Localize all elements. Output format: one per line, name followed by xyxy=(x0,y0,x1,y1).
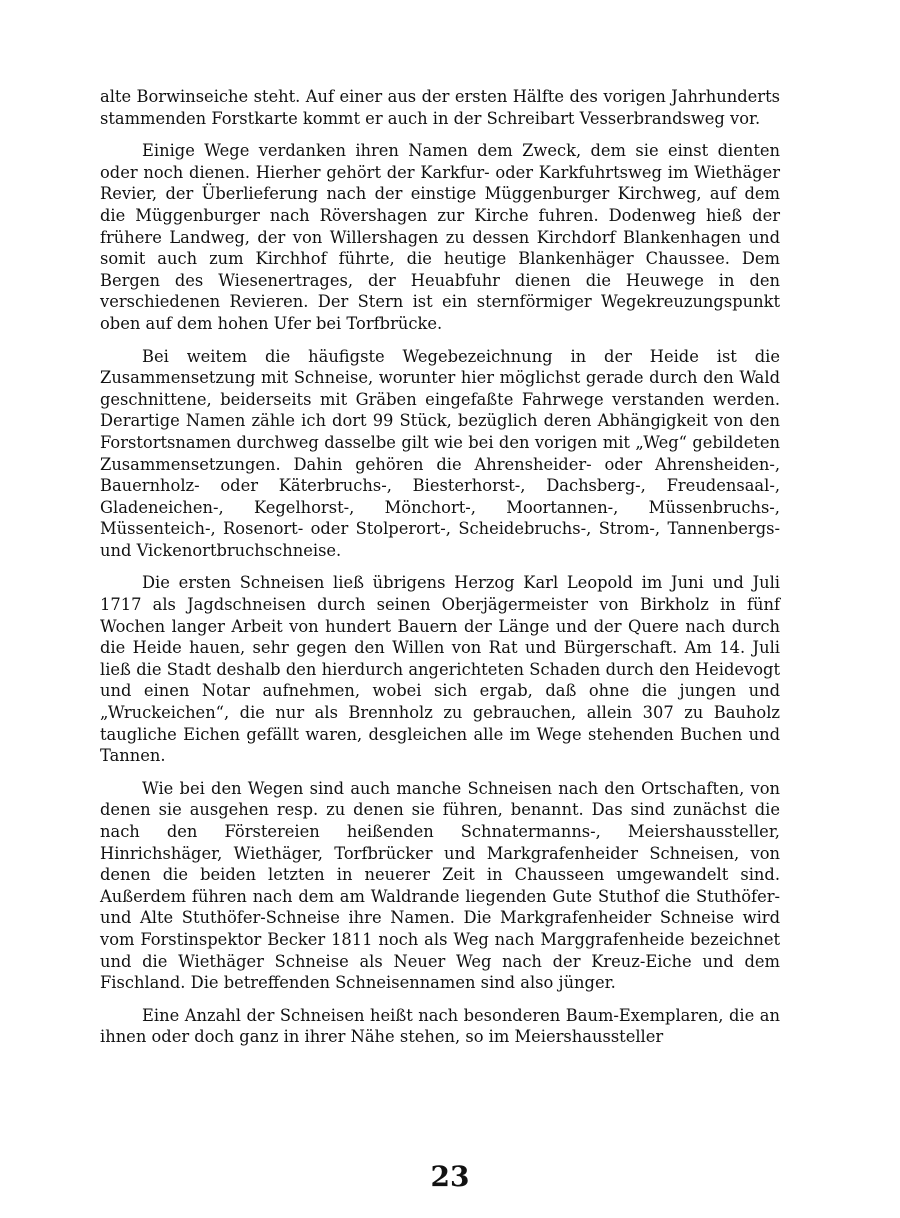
page-number: 23 xyxy=(430,1160,470,1193)
paragraph-2: Einige Wege verdanken ihren Namen dem Zweck, dem sie einst dienten oder noch dienen. Hierher gehört der Karkfur- oder Karkfuhrtsweg im Wiethäger Revier, der Überlieferung nach der einstige Müggenburger Kirchweg, auf dem die Müggenburger nach Rövershagen zur Kirche fuhren. Dodenweg hieß der frühere Landweg, der von Willershagen zu dessen Kirchdorf Blankenhagen und somit auch zum Kirchhof führte, die heutige Blankenhäger Chaussee. Dem Bergen des Wiesenertrages, der Heuabfuhr dienen die Heuwege in den verschiedenen Revieren. Der Stern ist ein sternförmiger Wegekreuzungspunkt oben auf dem hohen Ufer bei Torfbrücke. xyxy=(100,141,780,333)
paragraph-4: Die ersten Schneisen ließ übrigens Herzog Karl Leopold im Juni und Juli 1717 als Jagdschneisen durch seinen Oberjägermeister von Birkholz in fünf Wochen langer Arbeit von hundert Bauern der Länge und der Quere nach durch die Heide hauen, sehr gegen den Willen von Rat und Bürgerschaft. Am 14. Juli ließ die Stadt deshalb den hierdurch angerichteten Schaden durch den Heidevogt und einen Notar aufnehmen, wobei sich ergab, daß ohne die jungen und „Wruckeichen“, die nur als Brennholz zu gebrauchen, allein 307 zu Bauholz taugliche Eichen gefällt waren, desgleichen alle im Wege stehenden Buchen und Tannen. xyxy=(100,573,780,766)
page-body xyxy=(100,86,780,1059)
paragraph-1: alte Borwinseiche steht. Auf einer aus der ersten Hälfte des vorigen Jahrhunderts stammenden Forstkarte kommt er auch in der Schreibart Vesserbrandsweg vor. xyxy=(100,87,780,128)
paragraph-6: Eine Anzahl der Schneisen heißt nach besonderen Baum-Exemplaren, die an ihnen oder doch ganz in ihrer Nähe stehen, so im Meiershausstеller xyxy=(100,1005,780,1047)
paragraph-3: Bei weitem die häufigste Wegebezeichnung in der Heide ist die Zusammensetzung mit Schneise, worunter hier möglichst gerade durch den Wald geschnittene, beiderseits mit Gräben eingefaßte Fahrwege verstanden werden. Derartige Namen zähle ich dort 99 Stück, bezüglich deren Abhängigkeit von den Forstortsnamen durchweg dasselbe gilt wie bei den vorigen mit „Weg“ gebildeten Zusammensetzungen. Dahin gehören die Ahrensheider- oder Ahrensheiden-, Bauernholz- oder Käterbruchs-, Biesterhorst-, Dachsberg-, Freudensaal-, Gladeneichen-, Kegelhorst-, Mönchort-, Moortannen-, Müssenbruchs-, Müssenteich-, Rosenort- oder Stolperort-, Scheidebruchs-, Strom-, Tannenbergs- und Vickenortbruchschneise. xyxy=(100,346,780,560)
paragraph-5: Wie bei den Wegen sind auch manche Schneisen nach den Ortschaften, von denen sie ausgehen resp. zu denen sie führen, benannt. Das sind zunächst die nach den Förstereien heißenden Schnatermanns-, Meiershausstеller, Hinrichshäger, Wiethäger, Torfbrücker und Markgrafenheider Schneisen, von denen die beiden letzten in neuerer Zeit in Chausseen umgewandelt sind. Außerdem führen nach dem am Waldrande liegenden Gute Stuthof die Stuthöfer- und Alte Stuthöfer-Schneise ihre Namen. Die Markgrafenheider Schneise wird vom Forstinspektor Becker 1811 noch als Weg nach Marggrafenheide bezeichnet und die Wiethäger Schneise als Neuer Weg nach der Kreuz-Eiche und dem Fischland. Die betreffenden Schneisennamen sind also jünger. xyxy=(100,778,780,993)
